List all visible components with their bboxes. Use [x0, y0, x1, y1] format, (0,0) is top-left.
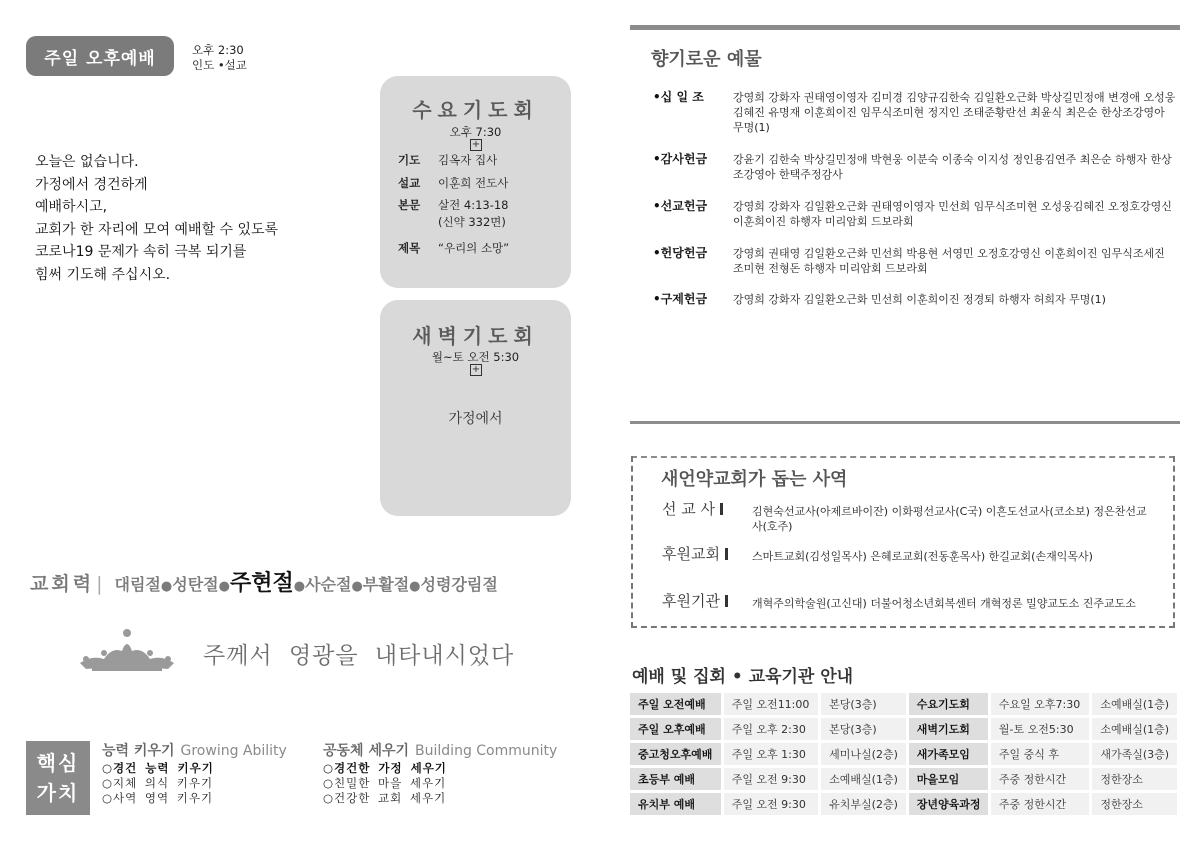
notice-line: 코로나19 문제가 속히 극복 되기를 [35, 244, 247, 260]
notice-text [35, 151, 278, 286]
wednesday-time: 오후 7:30 [449, 125, 502, 139]
core-value-community: 공동체 세우기 Building Community ○경건한 가정 세우기 ○친밀한 마을 세우기 ○건강한 교회 세우기 [323, 743, 558, 805]
offering-row-building: •헌당헌금 강영희 권태영 김일환오근화 민선희 박용현 서영민 오정호강영신 이훈희이진 임무식조세진 조미현 전형돈 하행자 미리암회 드보라회 [653, 246, 1165, 275]
missions-title: 새언약교회가 돕는 사역 [661, 469, 848, 490]
dawn-box [380, 300, 571, 516]
calendar-head: 교회력 [30, 573, 95, 595]
sunday-pm-title: 주일 오후예배 [26, 36, 174, 76]
missions-row-missionaries: 선 교 사 김현숙선교사(아제르바이잔) 이화평선교사(C국) 이흔도선교사(코소보) 정은찬선교사(호주) [662, 500, 1147, 533]
core-value-item: ○건강한 교회 세우기 [323, 791, 447, 805]
crown-icon [72, 625, 182, 675]
bullet-dot-icon: ● [293, 579, 306, 594]
top-divider [630, 25, 1180, 30]
table-row: 초등부 예배 주일 오전 9:30 소예배실(1층) 마을모임 주중 정한시간 정한장소 [630, 767, 1179, 792]
wednesday-row-sermon: 설교 이훈희 전도사 [398, 176, 509, 190]
sunday-pm-time: 오후 2:30 [192, 43, 244, 57]
schedule-table [630, 693, 1180, 818]
wednesday-title: 수요기도회 [412, 98, 539, 122]
calendar-item: 대림절 [114, 575, 161, 594]
bullet-dot-icon: ● [218, 579, 230, 594]
wednesday-row-text-page: (신약 332면) [438, 215, 506, 229]
bar-mark-icon [720, 503, 723, 515]
divider-bar: | [96, 573, 103, 595]
offering-row-thanks: •감사헌금 강윤기 김한숙 박상길민정애 박현웅 이분숙 이종숙 이지성 정인용김연주 최은순 하행자 한상조강영아 한택주정감사 [653, 152, 1172, 181]
wednesday-box [380, 76, 571, 288]
bullet-dot-icon: ● [351, 579, 363, 594]
calendar-item: 성탄절 [172, 575, 219, 594]
calendar-item: 성령강림절 [420, 575, 498, 594]
dawn-title: 새벽기도회 [412, 324, 539, 348]
church-calendar [30, 566, 498, 597]
core-value-item: ○경건한 가정 세우기 [323, 761, 447, 775]
notice-line: 오늘은 없습니다. [35, 154, 139, 170]
missions-row-churches: 후원교회 스마트교회(김성일목사) 은혜로교회(전동훈목사) 한길교회(손재익목사) [662, 545, 1093, 563]
calendar-item: 부활절 [362, 575, 410, 594]
schedule-title: 예배 및 집회 • 교육기관 안내 [632, 667, 854, 687]
dawn-place: 가정에서 [448, 411, 503, 427]
wednesday-row-title: 제목 “우리의 소망” [398, 241, 510, 255]
table-row: 주일 오후예배 주일 오후 2:30 본당(3층) 새벽기도회 월-토 오전5:30 소예배실(1층) [630, 717, 1179, 742]
calendar-item: 사순절 [305, 575, 352, 594]
sunday-pm-info [192, 43, 247, 73]
bar-mark-icon [725, 595, 728, 607]
plus-square-icon: + [471, 364, 481, 375]
missions-row-organizations: 후원기관 개혁주의학술원(고신대) 더불어청소년회복센터 개혁정론 밀양교도소 진주교도소 [662, 592, 1136, 610]
core-value-item: ○친밀한 마을 세우기 [323, 776, 447, 790]
calendar-item-current: 주현절 [229, 571, 294, 596]
notice-line: 교회가 한 자리에 모여 예배할 수 있도록 [35, 221, 279, 238]
table-row: 중고청오후예배 주일 오후 1:30 세미나실(2층) 새가족모임 주일 중식 후 새가족실(3층) [630, 742, 1179, 767]
notice-line: 예배하시고, [35, 199, 108, 215]
wednesday-row-text: 본문 살전 4:13-18 [398, 198, 509, 212]
core-value-item: ○경건 능력 키우기 [102, 761, 214, 775]
notice-line: 힘써 기도해 주십시오. [35, 266, 171, 283]
bar-mark-icon [725, 548, 728, 560]
middle-divider [630, 421, 1180, 424]
table-row: 유치부 예배 주일 오전 9:30 유치부실(2층) 장년양육과정 주중 정한시간 정한장소 [630, 792, 1179, 817]
offering-row-relief: •구제헌금 강영희 강화자 김일환오근화 민선희 이훈희이진 정경퇴 하행자 허희자 무명(1) [653, 292, 1106, 306]
offerings-title: 향기로운 예물 [651, 49, 762, 70]
bullet-dot-icon: ● [160, 579, 173, 594]
sunday-pm-leader: 인도 •설교 [192, 58, 247, 72]
bullet-dot-icon: ● [409, 579, 421, 594]
offering-row-mission: •선교헌금 강영희 강화자 김일환오근화 권태영이영자 민선희 임무식조미현 오성웅김혜진 오정호강영신 이훈희이진 하행자 미리암회 드보라회 [653, 199, 1172, 228]
core-value-item: ○사역 영역 키우기 [102, 791, 214, 805]
dawn-time: 월~토 오전 5:30 [431, 350, 520, 364]
wednesday-row-prayer: 기도 김옥자 집사 [398, 153, 498, 167]
core-value-growing: 능력 키우기 Growing Ability ○경건 능력 키우기 ○지체 의식 키우기 ○사역 영역 키우기 [102, 743, 287, 805]
offering-row-tithe: •십 일 조 강영희 강화자 권태영이영자 김미경 김양규김한숙 김일환오근화 박상길민정애 변경애 오성웅김혜진 유명재 이훈희이진 임무식조미현 정지인 조태준황란선 최윤식 최은순 한상조강영아 무명(1) [653, 90, 1176, 134]
epiphany-text: 주께서 영광을 내타내시었다 [203, 643, 515, 669]
table-row: 주일 오전예배 주일 오전11:00 본당(3층) 수요기도회 수요일 오후7:30 소예배실(1층) [630, 693, 1179, 717]
core-value-item: ○지체 의식 키우기 [102, 776, 214, 790]
notice-line: 가정에서 경건하게 [35, 176, 148, 193]
plus-square-icon: + [471, 139, 481, 150]
core-values-label: 핵심 가치 [26, 741, 90, 815]
